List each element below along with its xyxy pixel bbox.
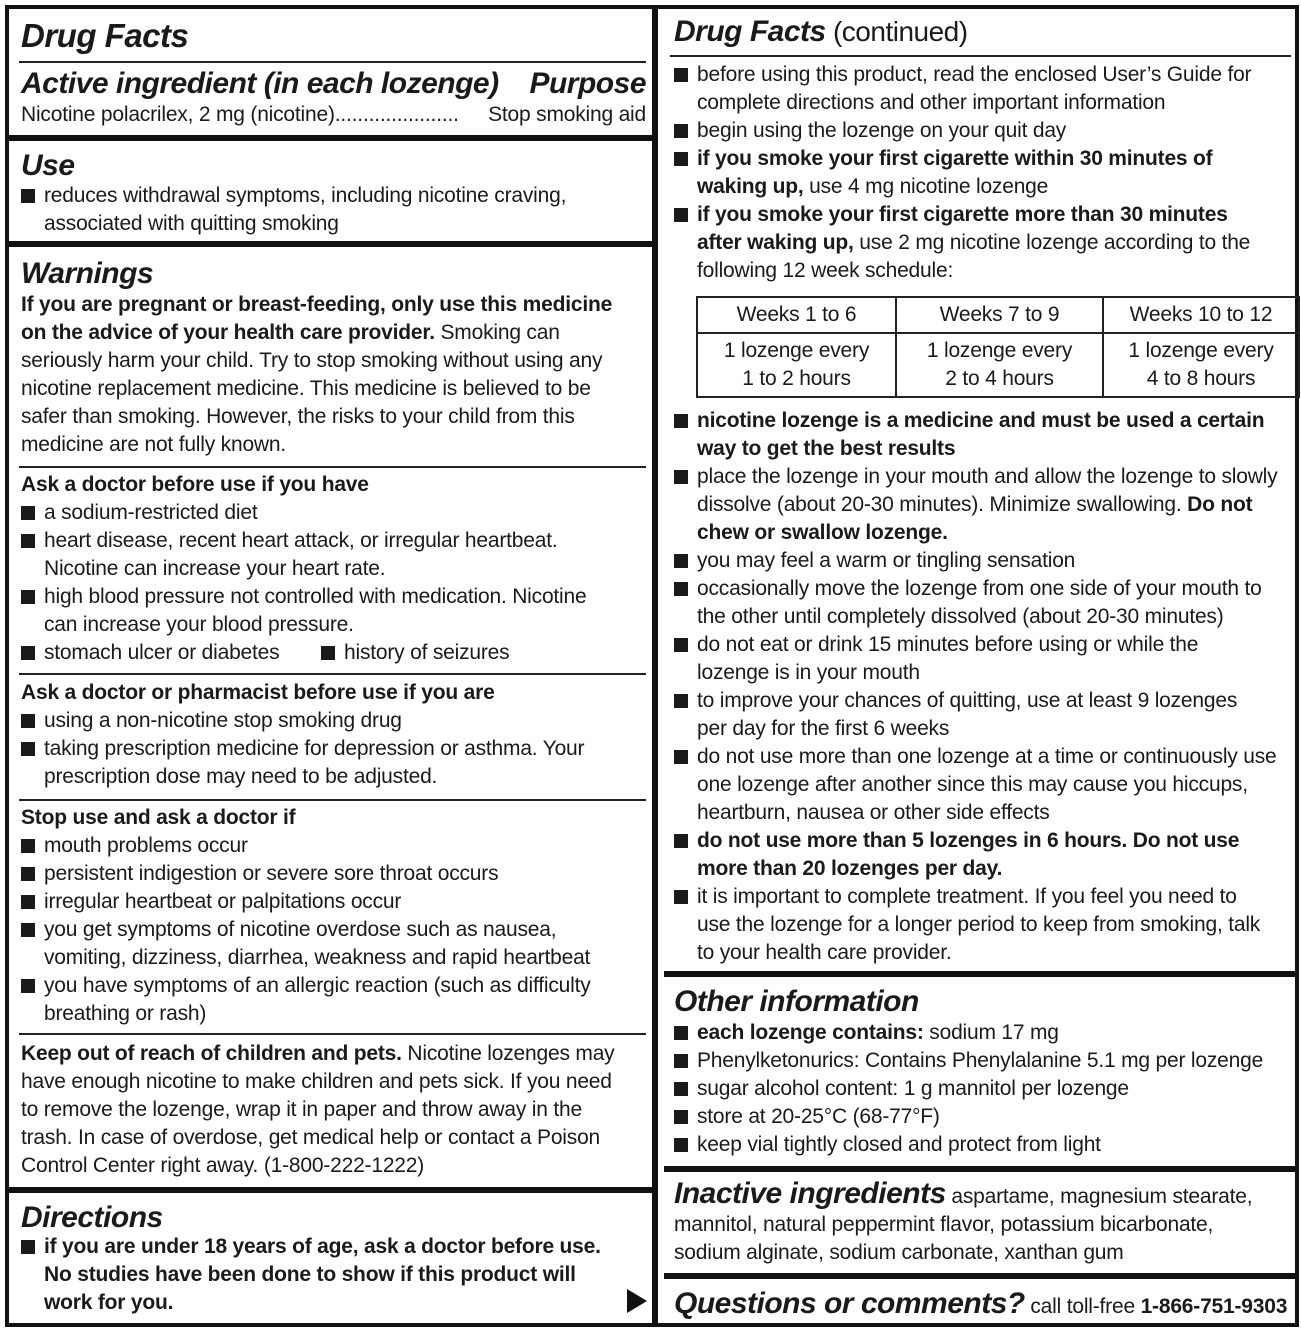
list-item: stomach ulcer or diabetes xyxy=(21,639,279,667)
purpose-text: Stop smoking aid xyxy=(488,103,646,126)
ask-pharmacist-heading: Ask a doctor or pharmacist before use if you are xyxy=(21,681,495,704)
active-ingredient-text: Nicotine polacrilex, 2 mg (nicotine)...................... xyxy=(21,103,459,126)
list-item: mouth problems occur xyxy=(21,832,248,860)
list-item: if you smoke your first cigarette within 30 minutes of waking up, use 4 mg nicotine lozenge xyxy=(674,145,1212,201)
table-cell: 1 lozenge every 1 to 2 hours xyxy=(697,333,896,397)
use-heading: Use xyxy=(21,149,75,182)
list-item: using a non-nicotine stop smoking drug xyxy=(21,707,402,735)
section-divider xyxy=(664,1166,1295,1172)
left-column xyxy=(9,9,658,1323)
list-item: do not eat or drink 15 minutes before using or while the lozenge is in your mouth xyxy=(674,631,1198,687)
ask-doctor-heading: Ask a doctor before use if you have xyxy=(21,473,369,496)
drug-facts-panel xyxy=(5,5,1299,1327)
list-item: it is important to complete treatment. If you feel you need to use the lozenge for a longer period to keep from smoking, talk to your health care provider. xyxy=(674,883,1260,967)
list-item: taking prescription medicine for depression or asthma. Your prescription dose may need to be adjusted. xyxy=(21,735,584,791)
list-item: to improve your chances of quitting, use at least 9 lozenges per day for the first 6 weeks xyxy=(674,687,1237,743)
list-item: you get symptoms of nicotine overdose such as nausea, vomiting, dizziness, diarrhea, weakness and rapid heartbeat xyxy=(21,916,590,972)
list-item: begin using the lozenge on your quit day xyxy=(674,117,1066,145)
list-item: high blood pressure not controlled with medication. Nicotine can increase your blood pressure. xyxy=(21,583,586,639)
table-header-cell: Weeks 10 to 12 xyxy=(1103,297,1299,333)
list-item: occasionally move the lozenge from one side of your mouth to the other until completely dissolved (about 20-30 minutes) xyxy=(674,575,1262,631)
divider xyxy=(19,466,646,468)
table-row xyxy=(697,333,1299,397)
inactive-ingredients: Inactive ingredients aspartame, magnesium stearate, mannitol, natural peppermint flavor, potassium bicarbonate, sodium alginate, sodium carbonate, xanthan gum xyxy=(674,1177,1253,1264)
drug-facts-title: Drug Facts xyxy=(21,17,189,54)
right-column xyxy=(664,9,1295,1323)
table-row xyxy=(697,297,1299,333)
dosing-schedule-table xyxy=(696,296,1300,398)
warnings-heading: Warnings xyxy=(21,257,154,290)
list-item: if you smoke your first cigarette more than 30 minutes after waking up, use 2 mg nicotine lozenge according to the following 12 week schedule: xyxy=(674,201,1250,285)
list-item: heart disease, recent heart attack, or irregular heartbeat. Nicotine can increase your heart rate. xyxy=(21,527,558,583)
continue-arrow-icon xyxy=(627,1289,647,1313)
section-divider xyxy=(9,1187,652,1193)
directions-heading: Directions xyxy=(21,1201,163,1234)
list-item: you have symptoms of an allergic reaction (such as difficulty breathing or rash) xyxy=(21,972,591,1028)
list-item: a sodium-restricted diet xyxy=(21,499,257,527)
questions-line: Questions or comments? call toll-free 1-866-751-9303 xyxy=(674,1287,1288,1320)
other-information-heading: Other information xyxy=(674,985,919,1018)
list-item: do not use more than 5 lozenges in 6 hours. Do not use more than 20 lozenges per day. xyxy=(674,827,1239,883)
list-item: you may feel a warm or tingling sensation xyxy=(674,547,1075,575)
list-item: sugar alcohol content: 1 g mannitol per lozenge xyxy=(674,1075,1129,1103)
list-item: each lozenge contains: sodium 17 mg xyxy=(674,1019,1059,1047)
divider xyxy=(19,673,646,675)
list-item: nicotine lozenge is a medicine and must be used a certain way to get the best results xyxy=(674,407,1264,463)
list-item: Phenylketonurics: Contains Phenylalanine 5.1 mg per lozenge xyxy=(674,1047,1263,1075)
stop-use-heading: Stop use and ask a doctor if xyxy=(21,806,296,829)
list-item: persistent indigestion or severe sore throat occurs xyxy=(21,860,498,888)
list-item: keep vial tightly closed and protect from light xyxy=(674,1131,1101,1159)
list-item: before using this product, read the enclosed User’s Guide for complete directions and other important information xyxy=(674,61,1251,117)
divider xyxy=(19,1033,646,1035)
table-header-cell: Weeks 7 to 9 xyxy=(896,297,1103,333)
divider xyxy=(19,799,646,801)
active-ingredient-heading: Active ingredient (in each lozenge) xyxy=(21,67,499,100)
table-cell: 1 lozenge every 4 to 8 hours xyxy=(1103,333,1299,397)
divider xyxy=(670,55,1291,57)
table-header-cell: Weeks 1 to 6 xyxy=(697,297,896,333)
section-divider xyxy=(9,135,652,141)
list-item: irregular heartbeat or palpitations occur xyxy=(21,888,401,916)
list-item: place the lozenge in your mouth and allow the lozenge to slowly dissolve (about 20-30 minutes). Minimize swallowing. Do not chew or swallow lozenge. xyxy=(674,463,1277,547)
drug-facts-continued-title: Drug Facts (continued) xyxy=(674,15,968,48)
pregnancy-warning: If you are pregnant or breast-feeding, only use this medicine on the advice of your health care provider. Smoking can seriously harm your child. Try to stop smoking without using any nicotine replacement medicine. This medicine is believed to be safer than smoking. However, the risks to your child from this medicine are not fully known. xyxy=(21,293,613,456)
list-item: do not use more than one lozenge at a time or continuously use one lozenge after another since this may cause you hiccups, heartburn, nausea or other side effects xyxy=(674,743,1276,827)
section-divider xyxy=(664,1273,1295,1279)
divider xyxy=(19,61,646,63)
section-divider xyxy=(664,971,1295,977)
keep-out-of-reach: Keep out of reach of children and pets. Nicotine lozenges may have enough nicotine to make children and pets sick. If you need to remove the lozenge, wrap it in paper and throw away in the trash. In case of overdose, get medical help or contact a Poison Control Center right away. (1-800-222-1222) xyxy=(21,1042,615,1177)
use-item: reduces withdrawal symptoms, including nicotine craving, associated with quitting smoking xyxy=(21,182,566,238)
list-item: history of seizures xyxy=(321,639,509,667)
section-divider xyxy=(9,241,652,247)
list-item: store at 20-25°C (68-77°F) xyxy=(674,1103,940,1131)
list-item: if you are under 18 years of age, ask a doctor before use. No studies have been done to show if this product will work for you. xyxy=(21,1233,601,1317)
purpose-heading: Purpose xyxy=(529,67,646,100)
table-cell: 1 lozenge every 2 to 4 hours xyxy=(896,333,1103,397)
